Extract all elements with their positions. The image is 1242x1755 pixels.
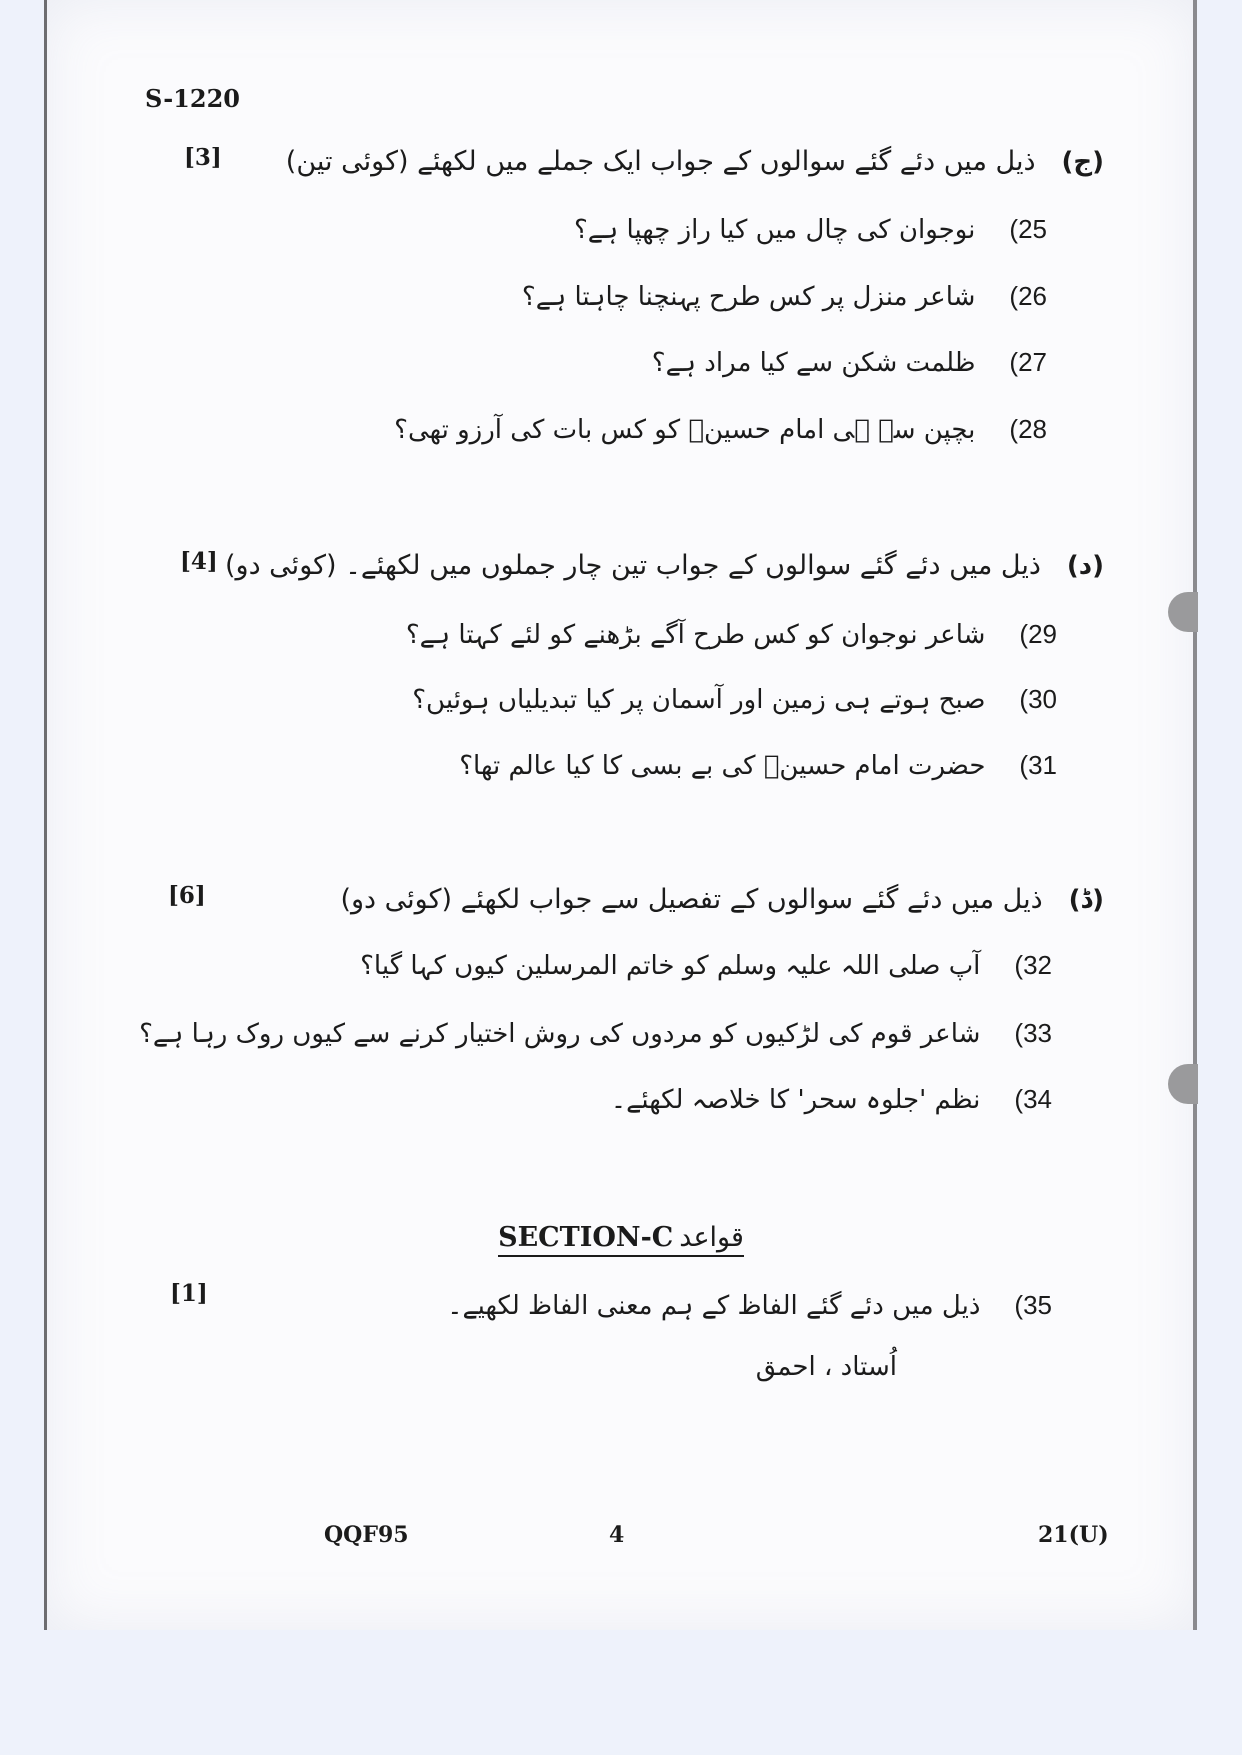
section-c-title-english: SECTION-C bbox=[498, 1222, 674, 1253]
section-letter: (ڈ) bbox=[1068, 885, 1104, 915]
page-number: 4 bbox=[609, 1522, 625, 1548]
question-30 bbox=[412, 684, 1057, 715]
question-number: 34) bbox=[1014, 1084, 1052, 1114]
question-text: شاعر نوجوان کو کس طرح آگے بڑھنے کو لئے کہتا ہے؟ bbox=[405, 620, 986, 650]
question-text: نظم 'جلوہ سحر' کا خلاصہ لکھئے۔ bbox=[610, 1085, 981, 1115]
marks-jeem: [3] bbox=[184, 144, 222, 171]
question-32 bbox=[360, 950, 1052, 981]
marks-daal: [4] bbox=[180, 548, 218, 575]
paper-left-edge bbox=[44, 0, 47, 1630]
section-jeem-heading bbox=[286, 146, 1104, 177]
question-31 bbox=[459, 750, 1057, 781]
question-number: 29) bbox=[1019, 619, 1057, 649]
section-letter: (ج) bbox=[1061, 147, 1104, 177]
question-text: بچپن سے ہی امام حسینؓ کو کس بات کی آرزو تھی؟ bbox=[394, 415, 976, 445]
section-instruction: ذیل میں دئے گئے سوالوں کے تفصیل سے جواب لکھئے (کوئی دو) bbox=[340, 884, 1043, 915]
question-text: شاعر منزل پر کس طرح پہنچنا چاہتا ہے؟ bbox=[521, 282, 976, 312]
question-number: 25) bbox=[1009, 214, 1047, 244]
question-35 bbox=[447, 1290, 1052, 1321]
question-33 bbox=[139, 1018, 1052, 1049]
question-text: ظلمت شکن سے کیا مراد ہے؟ bbox=[651, 348, 976, 378]
paper-right-edge bbox=[1193, 0, 1197, 1630]
question-text: آپ صلی اللہ علیہ وسلم کو خاتم المرسلین کیوں کہا گیا؟ bbox=[360, 951, 981, 981]
question-number: 26) bbox=[1009, 281, 1047, 311]
question-26 bbox=[522, 281, 1047, 312]
section-instruction: ذیل میں دئے گئے سوالوں کے جواب ایک جملے میں لکھئے (کوئی تین) bbox=[285, 146, 1036, 177]
section-instruction: ذیل میں دئے گئے سوالوں کے جواب تین چار جملوں میں لکھئے۔ (کوئی دو) bbox=[225, 550, 1041, 581]
question-number: 33) bbox=[1014, 1018, 1052, 1048]
question-number: 27) bbox=[1009, 347, 1047, 377]
question-text: نوجوان کی چال میں کیا راز چھپا ہے؟ bbox=[573, 215, 976, 245]
question-28 bbox=[394, 414, 1047, 445]
paper-code: S-1220 bbox=[145, 84, 240, 113]
synonym-words: اُستاد ، احمق bbox=[755, 1352, 897, 1382]
question-29 bbox=[406, 619, 1057, 650]
footer-paper-id: 21(U) bbox=[1038, 1522, 1109, 1548]
question-number: 35) bbox=[1014, 1290, 1052, 1320]
question-text: شاعر قوم کی لڑکیوں کو مردوں کی روش اختیار کرنے سے کیوں روک رہا ہے؟ bbox=[139, 1019, 981, 1049]
section-c-title-urdu: قواعد bbox=[679, 1222, 744, 1253]
question-27 bbox=[652, 347, 1047, 378]
question-number: 28) bbox=[1009, 414, 1047, 444]
section-ddaal-heading bbox=[340, 884, 1104, 915]
question-number: 30) bbox=[1019, 684, 1057, 714]
section-c-title bbox=[0, 1222, 1242, 1257]
question-25 bbox=[574, 214, 1047, 245]
marks-section-c: [1] bbox=[170, 1280, 208, 1307]
question-text: حضرت امام حسینؓ کی بے بسی کا کیا عالم تھا؟ bbox=[459, 751, 986, 781]
question-text: ذیل میں دئے گئے الفاظ کے ہم معنی الفاظ لکھیے۔ bbox=[447, 1291, 981, 1321]
question-number: 32) bbox=[1014, 950, 1052, 980]
question-34 bbox=[611, 1084, 1052, 1115]
marks-ddaal: [6] bbox=[168, 882, 206, 909]
section-letter: (د) bbox=[1066, 551, 1104, 581]
question-text: صبح ہوتے ہی زمین اور آسمان پر کیا تبدیلیاں ہوئیں؟ bbox=[412, 685, 986, 715]
footer-code: QQF95 bbox=[324, 1522, 409, 1548]
section-daal-heading bbox=[225, 550, 1104, 581]
question-number: 31) bbox=[1019, 750, 1057, 780]
